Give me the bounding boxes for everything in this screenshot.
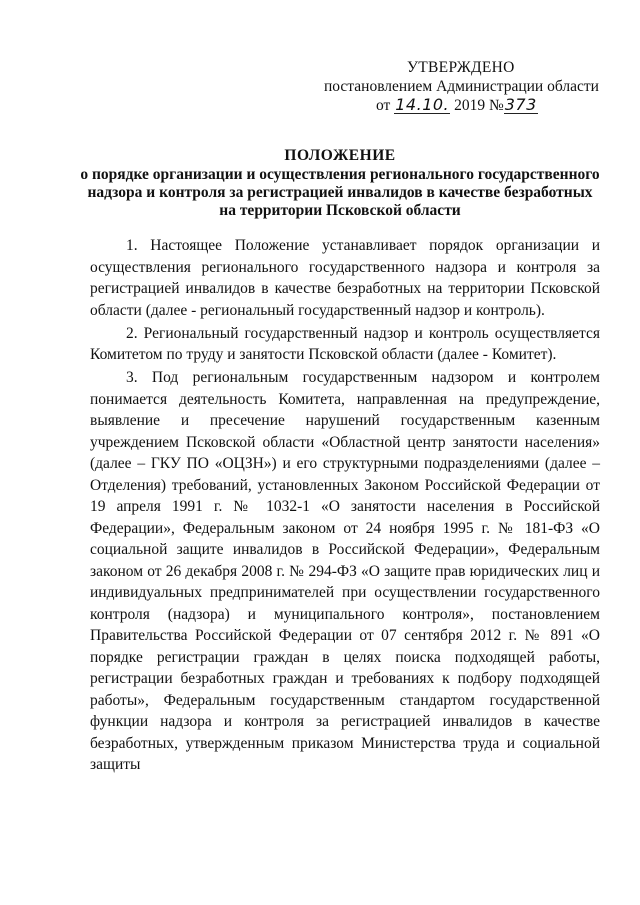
approval-block xyxy=(322,58,622,115)
approval-heading: УТВЕРЖДЕНО xyxy=(407,59,515,76)
handwritten-date: 14.10. xyxy=(395,95,450,114)
handwritten-number: 373 xyxy=(504,95,537,114)
title-subtitle-line: на территории Псковской области xyxy=(219,202,461,219)
approval-date-line xyxy=(322,96,622,115)
approval-year: 2019 xyxy=(454,97,486,114)
paragraph-1: 1. Настоящее Положение устанавливает порядок организации и осуществления регионального государственного надзора и контроля за регистрацией инвалидов в качестве безработных на территории Псковской области (далее - региональный государственный надзор и контроль). xyxy=(90,237,600,319)
title-subtitle-line: надзора и контроля за регистрацией инвалидов в качестве безработных xyxy=(87,184,593,201)
date-prefix: от xyxy=(376,97,391,114)
approval-authority: постановлением Администрации области xyxy=(324,78,599,95)
document-body xyxy=(90,235,600,777)
number-sign: № xyxy=(488,97,504,114)
paragraph-2: 2. Региональный государственный надзор и контроль осуществляется Комитетом по труду и занятости Псковской области (далее - Комитет). xyxy=(90,324,600,363)
document-title xyxy=(70,147,610,220)
title-heading: ПОЛОЖЕНИЕ xyxy=(284,147,396,164)
paragraph-3: 3. Под региональным государственным надзором и контролем понимается деятельность Комитета, направленная на предупреждение, выявление и пресечение нарушений государственным казенным учреждением Псковской области «Областной центр занятости населения» (далее – ГКУ ПО «ОЦЗН») и его структурными подразделениями (далее – Отделения) требований, установленных Законом Российской Федерации от 19 апреля 1991 г. № 1032-1 «О занятости населения в Российской Федерации», Федеральным законом от 24 ноября 1995 г. № 181-ФЗ «О социальной защите инвалидов в Российской Федерации», Федеральным законом от 26 декабря 2008 г. № 294-ФЗ «О защите прав юридических лиц и индивидуальных предпринимателей при осуществлении государственного контроля (надзора) и муниципального контроля», постановлением Правительства Российской Федерации от 07 сентября 2012 г. № 891 «О порядке регистрации граждан в целях поиска подходящей работы, регистрации безработных граждан и требованиях к подбору подходящей работы», Федеральным государственным стандартом государственной функции надзора и контроля за регистрацией инвалидов в качестве безработных, утвержденным приказом Министерства труда и социальной защиты xyxy=(90,369,600,773)
title-subtitle-line: о порядке организации и осуществления регионального государственного xyxy=(80,166,600,183)
